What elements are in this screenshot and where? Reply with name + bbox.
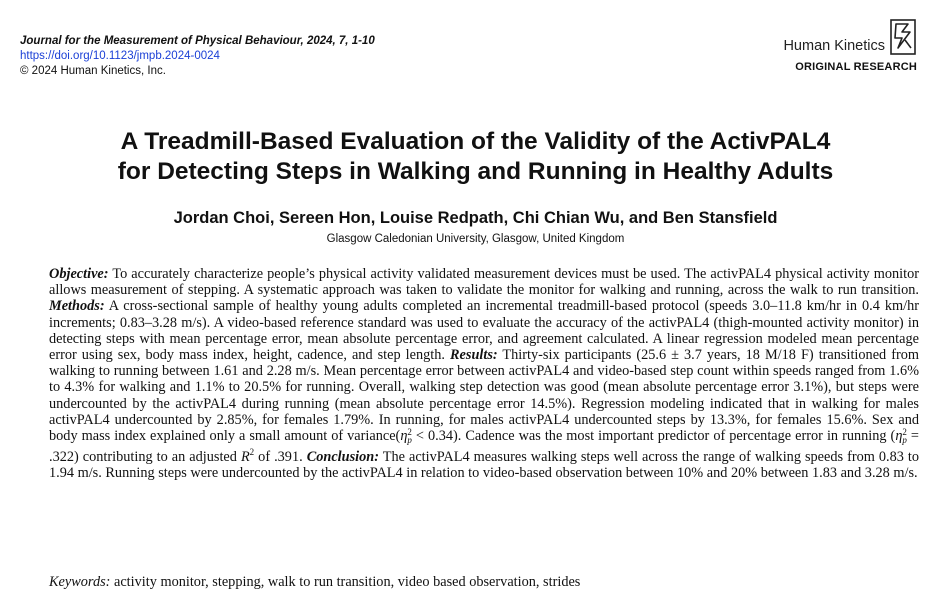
methods-text: A cross-sectional sample of healthy young adults completed an incremental treadmill-based protocol (speeds 3.0–11.8 km/hr in 0.4 km/hr increments; 0.83–3.28 m/s). A video-based reference standard was used to evaluate the accuracy of the activPAL4 (thigh-mounted activity monitor) in detecting steps with mean percentage error, mean absolute percentage error, and agreement calculated. A linear regression modeled mean percentage error using sex, body mass index, height, cadence, and step length.	[49, 298, 919, 364]
conclusion-label: Conclusion:	[306, 449, 379, 465]
keywords	[49, 574, 919, 590]
publisher-name: Human Kinetics	[783, 38, 885, 54]
objective-text: To accurately characterize people’s physical activity validated measurement devices must be used. The activPAL4 physical activity monitor allows measurement of stepping. A systematic approach was taken to validate the monitor for walking and running, across the walk to run transition.	[49, 266, 919, 299]
doi-link[interactable]: https://doi.org/10.1123/jmpb.2024-0024	[20, 50, 220, 62]
title-line: A Treadmill-Based Evaluation of the Validity of the ActivPAL4	[120, 128, 831, 155]
publisher-block	[783, 18, 917, 73]
results-text: of .391.	[254, 449, 307, 465]
article-type-label: ORIGINAL RESEARCH	[795, 61, 917, 73]
author-list: Jordan Choi, Sereen Hon, Louise Redpath, Chi Chian Wu, and Ben Stansfield	[173, 209, 778, 227]
eta-squared-symbol: η 2 p	[400, 427, 412, 446]
objective-label: Objective:	[49, 266, 109, 282]
journal-header	[20, 34, 375, 79]
journal-citation: Journal for the Measurement of Physical Behaviour, 2024, 7, 1-10	[20, 35, 375, 47]
abstract	[49, 266, 919, 481]
human-kinetics-logo-icon	[889, 18, 917, 56]
copyright: © 2024 Human Kinetics, Inc.	[20, 65, 166, 77]
results-text: Thirty-six participants (25.6 ± 3.7 years, 18 M/18 F) transitioned from walking to running between 1.61 and 2.28 m/s. Mean percentage error between activPAL4 and video-based step count within speeds ranged from 1.6% to 4.3% for walking and 1.1% to 20.5% for running. Overall, walking step detection was good (mean absolute percentage error 3.1%), but steps were undercounted by the activPAL4 during running (mean absolute percentage error 14.5%). Regression modeling indicated that in walking for males activPAL4 undercounted by 2.85%, for females 1.79%. In running, for males activPAL4 undercounted steps by 13.3%, for females 15.6%. Sex and body mass index explained only a small amount of variance(	[49, 347, 919, 445]
title-line: for Detecting Steps in Walking and Running in Healthy Adults	[117, 158, 834, 185]
affiliation: Glasgow Caledonian University, Glasgow, United Kingdom	[326, 233, 625, 245]
article-title	[0, 127, 951, 187]
r-squared-symbol: $R^2$	[240, 447, 255, 465]
conclusion-text: The activPAL4 measures walking steps well across the range of walking speeds from 0.83 to 1.94 m/s. Running steps were undercounted by the activPAL4 in relation to video-based observation between 10% and 20% between 1.83 and 3.28 m/s.	[49, 449, 920, 482]
methods-label: Methods:	[49, 298, 105, 315]
eta-squared-symbol: η 2 p	[895, 427, 907, 446]
results-text: = .322) contributing to an adjusted	[49, 428, 919, 465]
results-text: < 0.34). Cadence was the most important predictor of percentage error in running (	[411, 428, 896, 445]
results-label: Results:	[450, 347, 498, 364]
keywords-text: activity monitor, stepping, walk to run transition, video based observation, strides	[110, 574, 581, 590]
keywords-label: Keywords:	[49, 574, 111, 590]
